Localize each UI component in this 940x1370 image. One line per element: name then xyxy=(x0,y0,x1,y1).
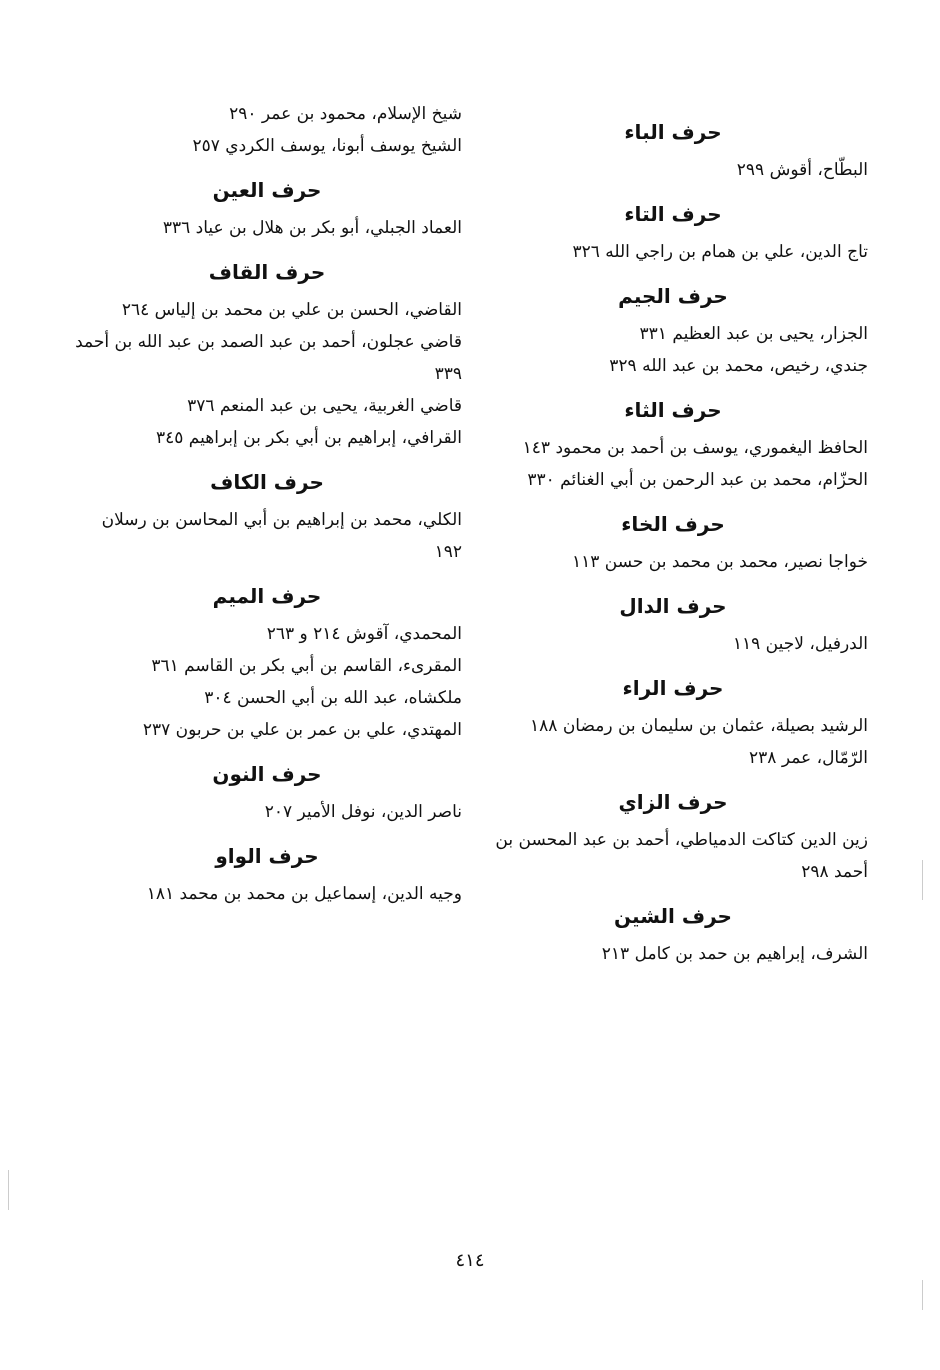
section-heading: حرف العين xyxy=(212,178,322,202)
index-entry: زين الدين كتاكت الدمياطي، أحمد بن عبد المحسن بن أحمد ٢٩٨ xyxy=(495,830,868,882)
section-heading: حرف الدال xyxy=(619,594,727,618)
index-section xyxy=(478,592,868,660)
index-entry: الدرفيل، لاجين ١١٩ xyxy=(732,634,868,654)
index-entry: الحزّام، محمد بن عبد الرحمن بن أبي الغنائم ٣٣٠ xyxy=(527,470,868,490)
page-edge-mark xyxy=(8,1170,9,1210)
index-section xyxy=(478,788,868,888)
index-entry: القاضي، الحسن بن علي بن محمد بن إلياس ٢٦٤ xyxy=(121,300,462,320)
index-section xyxy=(478,674,868,774)
index-section xyxy=(72,842,462,910)
index-entry: تاج الدين، علي بن همام بن راجي الله ٣٢٦ xyxy=(572,242,868,262)
section-heading: حرف النون xyxy=(212,762,322,786)
index-entry: العماد الجبلي، أبو بكر بن هلال بن عياد ٣٣٦ xyxy=(162,218,462,238)
index-entry: الشيخ يوسف أبونا، يوسف الكردي ٢٥٧ xyxy=(192,136,462,156)
index-entry: البطّاح، أقوش ٢٩٩ xyxy=(736,160,868,180)
index-section xyxy=(72,98,462,162)
index-entry: الرشيد بصيلة، عثمان بن سليمان بن رمضان ١٨٨ xyxy=(530,716,868,736)
section-heading: حرف الشين xyxy=(614,904,732,928)
section-heading: حرف الجيم xyxy=(618,284,728,308)
page-number: ٤١٤ xyxy=(455,1250,485,1271)
section-heading: حرف التاء xyxy=(624,202,722,226)
index-section xyxy=(478,282,868,382)
section-heading: حرف الباء xyxy=(624,120,722,144)
index-entry: خواجا نصير، محمد بن محمد بن حسن ١١٣ xyxy=(571,552,868,572)
section-heading: حرف الراء xyxy=(622,676,724,700)
section-heading: حرف الكاف xyxy=(210,470,324,494)
section-heading: حرف الميم xyxy=(212,584,322,608)
index-entry: المحمدي، آقوش ٢١٤ و ٢٦٣ xyxy=(266,624,462,644)
index-entry: قاضي الغربية، يحيى بن عبد المنعم ٣٧٦ xyxy=(187,396,462,416)
index-column-left xyxy=(72,98,462,924)
index-entry: الجزار، يحيى بن عبد العظيم ٣٣١ xyxy=(639,324,868,344)
index-entry: ناصر الدين، نوفل الأمير ٢٠٧ xyxy=(264,802,462,822)
index-section xyxy=(478,396,868,496)
index-section xyxy=(72,468,462,568)
index-entry: شيخ الإسلام، محمود بن عمر ٢٩٠ xyxy=(229,104,462,124)
index-entry: المقرىء، القاسم بن أبي بكر بن القاسم ٣٦١ xyxy=(151,656,462,676)
index-entry: المهتدي، علي بن عمر بن علي بن حربون ٢٣٧ xyxy=(142,720,462,740)
index-section xyxy=(478,510,868,578)
index-entry: الشرف، إبراهيم بن حمد بن كامل ٢١٣ xyxy=(601,944,868,964)
index-entry: الحافظ اليغموري، يوسف بن أحمد بن محمود ١٤٣ xyxy=(522,438,868,458)
page-edge-mark xyxy=(922,860,923,900)
index-entry: جندي، رخيص، محمد بن عبد الله ٣٢٩ xyxy=(609,356,868,376)
index-section xyxy=(478,200,868,268)
section-heading: حرف القاف xyxy=(208,260,326,284)
index-entry: قاضي عجلون، أحمد بن عبد الصمد بن عبد الله بن أحمد ٣٣٩ xyxy=(75,332,462,384)
index-section xyxy=(478,902,868,970)
index-entry: الكلي، محمد بن إبراهيم بن أبي المحاسن بن رسلان ١٩٢ xyxy=(101,510,462,562)
section-heading: حرف الخاء xyxy=(621,512,725,536)
index-section xyxy=(72,176,462,244)
section-heading: حرف الثاء xyxy=(624,398,722,422)
index-entry: الرّمّال، عمر ٢٣٨ xyxy=(749,748,868,768)
index-section xyxy=(478,118,868,186)
index-section xyxy=(72,258,462,454)
section-heading: حرف الزاي xyxy=(618,790,728,814)
index-section xyxy=(72,760,462,828)
section-heading: حرف الواو xyxy=(215,844,319,868)
index-entry: ملكشاه، عبد الله بن أبي الحسن ٣٠٤ xyxy=(204,688,462,708)
index-column-right xyxy=(478,98,868,984)
index-entry: القرافي، إبراهيم بن أبي بكر بن إبراهيم ٣٤٥ xyxy=(155,428,462,448)
index-entry: وجيه الدين، إسماعيل بن محمد بن محمد ١٨١ xyxy=(146,884,462,904)
page-edge-mark xyxy=(922,1280,923,1310)
index-section xyxy=(72,582,462,746)
